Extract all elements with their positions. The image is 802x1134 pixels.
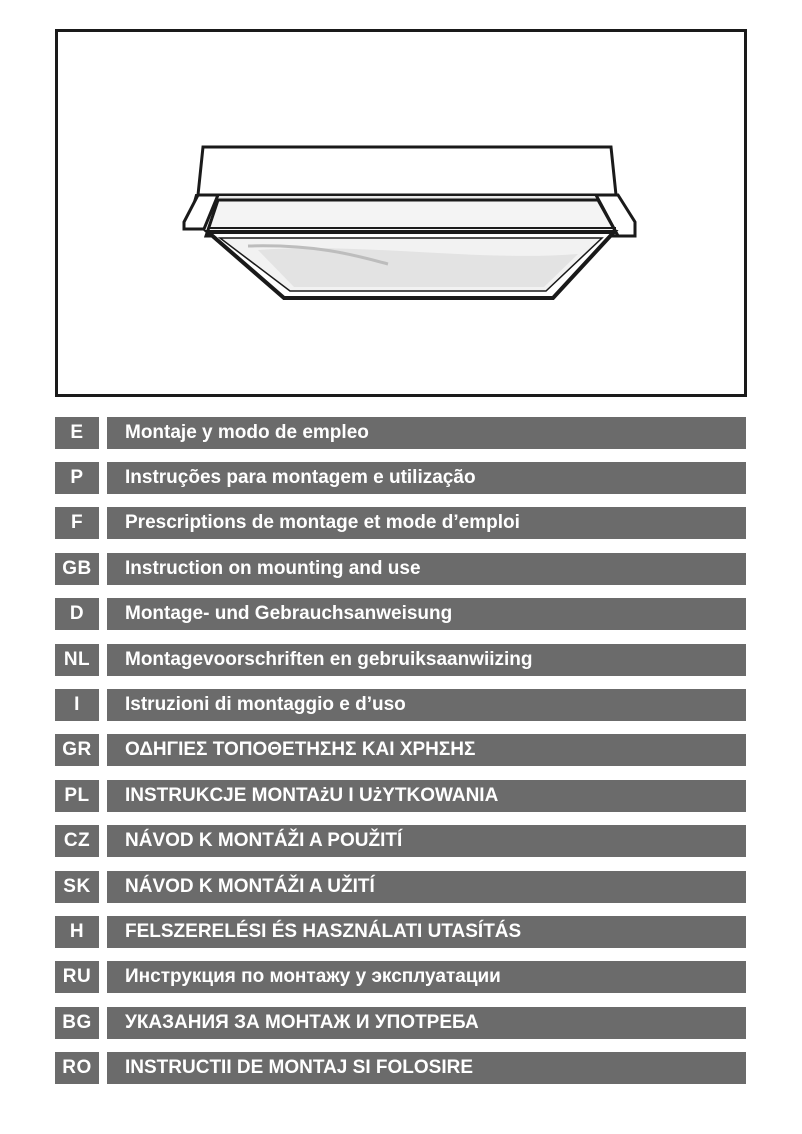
language-code: RU bbox=[55, 961, 99, 993]
list-item bbox=[55, 1007, 746, 1039]
list-item bbox=[55, 871, 746, 903]
list-item bbox=[55, 553, 746, 585]
language-code: I bbox=[55, 689, 99, 721]
list-item bbox=[55, 462, 746, 494]
language-code: GR bbox=[55, 734, 99, 766]
language-title: Montagevoorschriften en gebruiksaanwiizing bbox=[107, 644, 746, 676]
language-title: INSTRUCTII DE MONTAJ SI FOLOSIRE bbox=[107, 1052, 746, 1084]
language-title: УКАЗАНИЯ ЗА МОНТАЖ И УПОТРЕБА bbox=[107, 1007, 746, 1039]
language-title: INSTRUKCJE MONTAżU I UżYTKOWANIA bbox=[107, 780, 746, 812]
language-title: NÁVOD K MONTÁŽI A POUŽITÍ bbox=[107, 825, 746, 857]
list-item bbox=[55, 689, 746, 721]
language-code: D bbox=[55, 598, 99, 630]
list-item bbox=[55, 1052, 746, 1084]
language-title: Istruzioni di montaggio e d’uso bbox=[107, 689, 746, 721]
language-title: FELSZERELÉSI ÉS HASZNÁLATI UTASÍTÁS bbox=[107, 916, 746, 948]
list-item bbox=[55, 825, 746, 857]
language-code: SK bbox=[55, 871, 99, 903]
list-item bbox=[55, 780, 746, 812]
list-item bbox=[55, 734, 746, 766]
list-item bbox=[55, 916, 746, 948]
language-code: CZ bbox=[55, 825, 99, 857]
list-item bbox=[55, 961, 746, 993]
language-title: Instruction on mounting and use bbox=[107, 553, 746, 585]
language-title: Instruções para montagem e utilização bbox=[107, 462, 746, 494]
language-code: GB bbox=[55, 553, 99, 585]
language-title: Prescriptions de montage et mode d’emploi bbox=[107, 507, 746, 539]
language-title: ΟΔΗΓΙΕΣ ΤΟΠΟΘΕΤΗΣΗΣ ΚΑΙ ΧΡΗΣΗΣ bbox=[107, 734, 746, 766]
language-title: NÁVOD K MONTÁŽI A UŽITÍ bbox=[107, 871, 746, 903]
list-item bbox=[55, 644, 746, 676]
product-figure bbox=[55, 29, 747, 397]
language-code: BG bbox=[55, 1007, 99, 1039]
language-code: F bbox=[55, 507, 99, 539]
list-item bbox=[55, 417, 746, 449]
language-code: NL bbox=[55, 644, 99, 676]
language-code: H bbox=[55, 916, 99, 948]
language-code: RO bbox=[55, 1052, 99, 1084]
language-code: P bbox=[55, 462, 99, 494]
cooker-hood-illustration-icon bbox=[58, 32, 744, 394]
language-title: Инструкция по монтажу у эксплуатации bbox=[107, 961, 746, 993]
language-title: Montage- und Gebrauchsanweisung bbox=[107, 598, 746, 630]
language-code: E bbox=[55, 417, 99, 449]
language-title: Montaje y modo de empleo bbox=[107, 417, 746, 449]
list-item bbox=[55, 507, 746, 539]
language-code: PL bbox=[55, 780, 99, 812]
list-item bbox=[55, 598, 746, 630]
